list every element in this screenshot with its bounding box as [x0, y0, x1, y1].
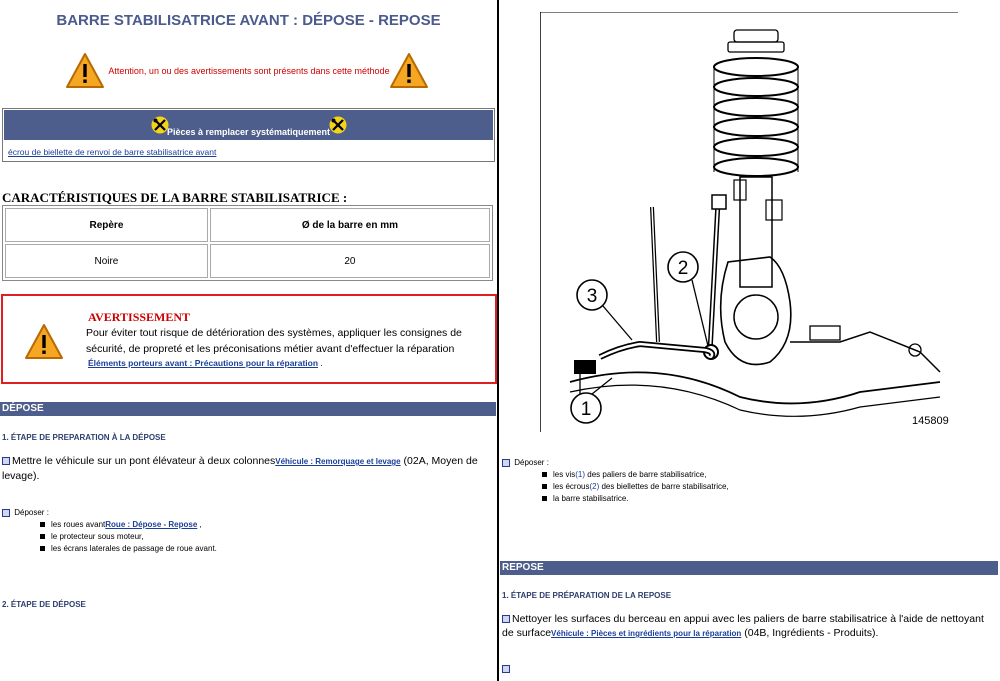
column-divider [497, 0, 499, 681]
table-cell: Noire [5, 244, 208, 278]
carac-title: CARACTÉRISTIQUES DE LA BARRE STABILISATRICE : [2, 190, 348, 205]
table-cell: 20 [210, 244, 490, 278]
depose-list [40, 519, 217, 555]
item-text: les écrous [553, 482, 590, 491]
parts-link[interactable]: écrou de biellette de renvoi de barre stabilisatrice avant [8, 147, 217, 157]
callout-3: 3 [586, 286, 598, 307]
deposer-label [2, 508, 49, 517]
warning-icon [24, 323, 64, 361]
table-row [5, 244, 490, 278]
callout-2: 2 [677, 258, 689, 279]
page-title: BARRE STABILISATRICE AVANT : DÉPOSE - REPOSE [56, 12, 441, 29]
deposer-text: Déposer : [14, 508, 49, 517]
avertissement-link[interactable]: Éléments porteurs avant : Précautions pour la réparation [88, 358, 319, 368]
avertissement-link-line [88, 358, 323, 368]
para-tail: (04B, Ingrédients - Produits). [744, 627, 879, 639]
figure-ref: 145809 [912, 415, 949, 427]
item-text: la barre stabilisatrice. [553, 494, 629, 503]
warning-icon [65, 52, 105, 90]
avertissement-tail: . [320, 358, 323, 368]
item-text: le protecteur sous moteur, [51, 532, 144, 541]
deposer-text: Déposer : [514, 458, 549, 467]
warning-icon [389, 52, 429, 90]
right-column [500, 0, 1000, 681]
para-tail: (02A, Moyen de levage). [2, 455, 478, 482]
avertissement-title: AVERTISSEMENT [88, 310, 191, 324]
item-text: les roues avant [51, 520, 106, 529]
paragraph [502, 612, 996, 641]
list-item [542, 481, 729, 493]
list-item [542, 469, 729, 481]
para-link[interactable]: Véhicule : Pièces et ingrédients pour la réparation [551, 629, 742, 638]
depose-list-right [542, 469, 729, 505]
left-column [0, 0, 497, 681]
list-item [40, 531, 217, 543]
callout-1: 1 [580, 399, 592, 420]
warning-line: Attention, un ou des avertissements sont présents dans cette méthode [108, 66, 390, 76]
step-title: 2. ÉTAPE DE DÉPOSE [2, 600, 86, 609]
bullet-icon [2, 509, 10, 517]
paragraph [2, 454, 496, 483]
item-text: les écrans laterales de passage de roue avant. [51, 544, 217, 553]
item-post: des paliers de barre stabilisatrice, [587, 470, 707, 479]
item-num: (2) [589, 482, 600, 491]
parts-header [4, 110, 493, 140]
avertissement-box [1, 294, 497, 384]
item-num: (1) [575, 470, 586, 479]
list-item [40, 543, 217, 555]
avertissement-text: Pour éviter tout risque de détérioration des systèmes, appliquer les consignes de sécurité, de propreté et les préconisations métier avant d'effectuer la réparation [86, 327, 462, 355]
parts-header-label: Pièces à remplacer systématiquement [166, 127, 331, 137]
bullet-icon [502, 615, 510, 623]
table-header: Ø de la barre en mm [210, 208, 490, 242]
item-tail: , [199, 520, 202, 529]
item-text: les vis [553, 470, 576, 479]
para-text: Nettoyer les surfaces du berceau en appui avec les paliers de barre stabilisatrice à l'aide de nettoyant de surface [502, 613, 984, 639]
suspension-diagram [540, 12, 960, 432]
para-text: Mettre le véhicule sur un pont élévateur à deux colonnes [12, 455, 276, 467]
carac-table [2, 205, 493, 281]
bullet-row [502, 664, 512, 673]
item-post: des biellettes de barre stabilisatrice, [601, 482, 729, 491]
table-header: Repère [5, 208, 208, 242]
bullet-icon [2, 457, 10, 465]
bullet-icon [502, 665, 510, 673]
para-link[interactable]: Véhicule : Remorquage et levage [275, 457, 401, 466]
section-depose: DÉPOSE [0, 402, 496, 416]
item-link[interactable]: Roue : Dépose - Repose [105, 520, 198, 529]
deposer-label [502, 458, 549, 467]
step-title: 1. ÉTAPE DE PREPARATION À LA DÉPOSE [2, 433, 166, 442]
list-item [542, 493, 729, 505]
parts-box [2, 108, 495, 162]
step-title: 1. ÉTAPE DE PRÉPARATION DE LA REPOSE [502, 591, 672, 600]
bullet-icon [502, 459, 510, 467]
list-item [40, 519, 217, 531]
table-row [5, 208, 490, 242]
section-repose: REPOSE [500, 561, 998, 575]
tools-icon [329, 116, 347, 134]
